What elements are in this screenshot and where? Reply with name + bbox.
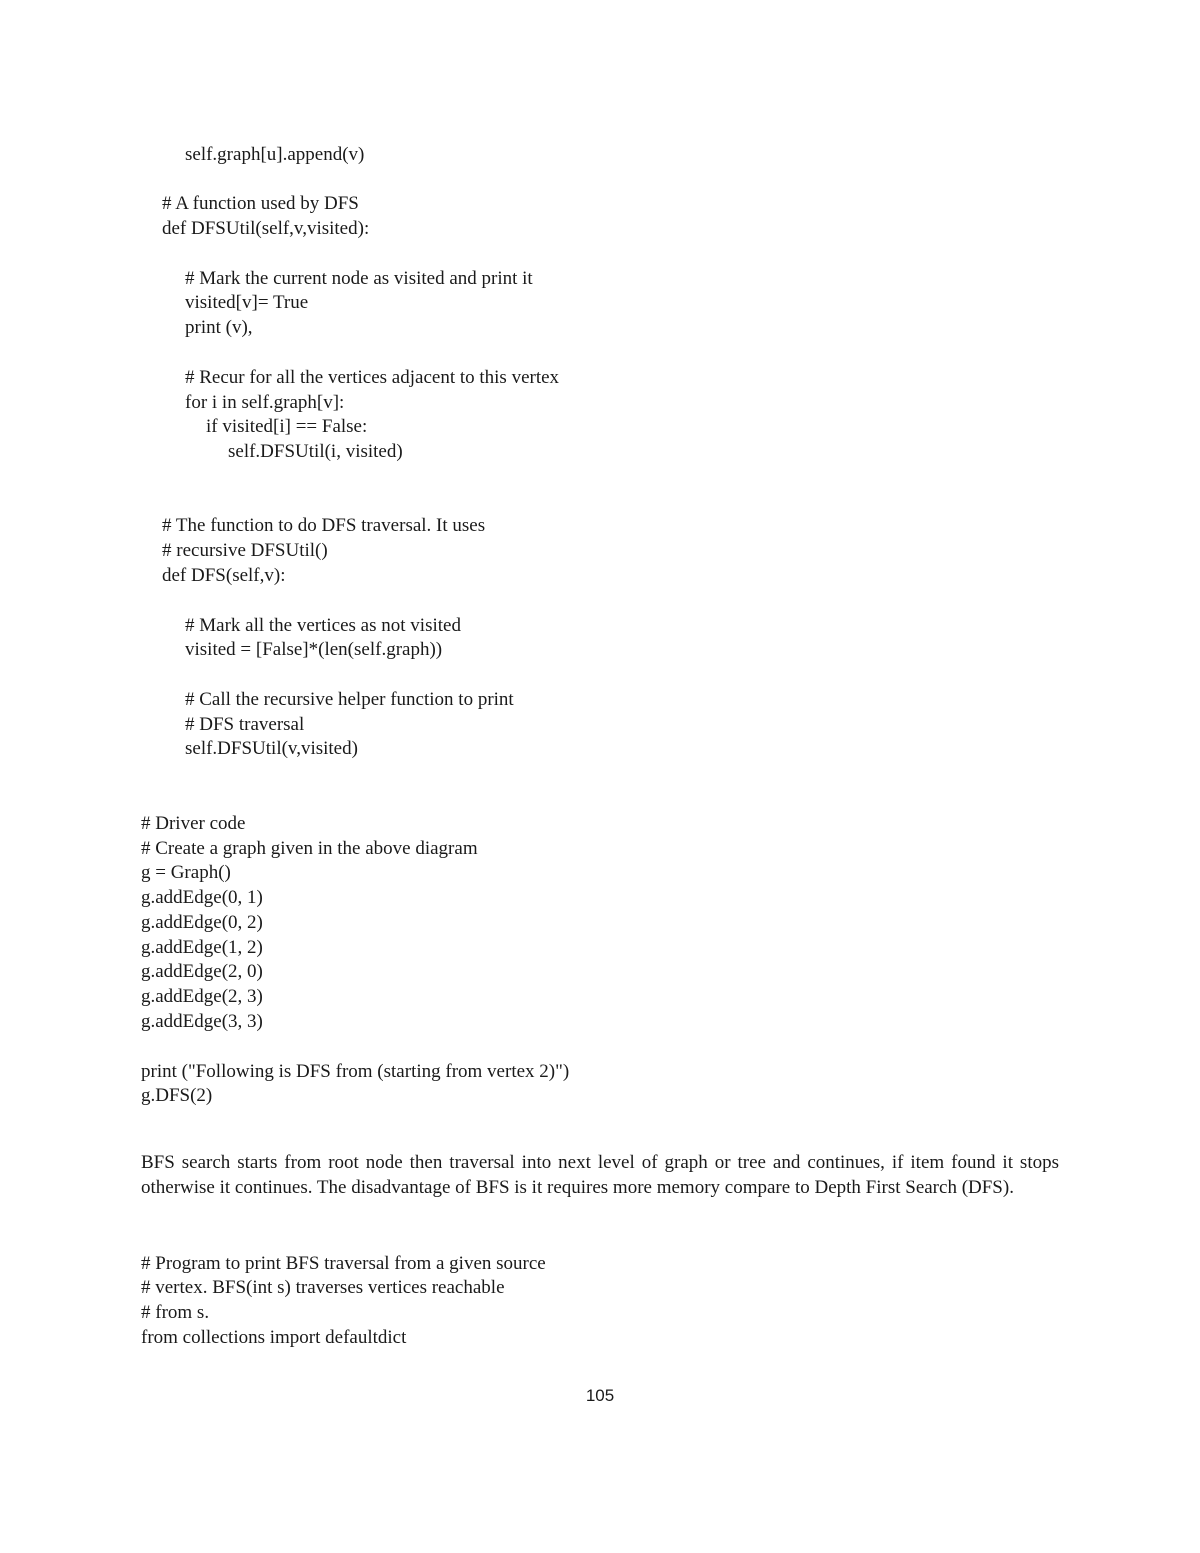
- code-comment: # Call the recursive helper function to print: [185, 689, 514, 710]
- code-line: g.addEdge(1, 2): [141, 937, 263, 958]
- code-comment: # Program to print BFS traversal from a given source: [141, 1253, 546, 1274]
- code-comment: # Create a graph given in the above diagram: [141, 838, 478, 859]
- code-line: print (v),: [185, 317, 253, 338]
- code-line: g.addEdge(2, 0): [141, 961, 263, 982]
- code-line: g.addEdge(3, 3): [141, 1011, 263, 1032]
- code-comment: # Mark the current node as visited and print it: [185, 268, 533, 289]
- code-line: g.addEdge(0, 1): [141, 887, 263, 908]
- code-comment: # recursive DFSUtil(): [162, 540, 328, 561]
- code-line: visited = [False]*(len(self.graph)): [185, 639, 443, 660]
- code-comment: # DFS traversal: [185, 714, 305, 735]
- code-comment: # Recur for all the vertices adjacent to this vertex: [185, 367, 560, 388]
- code-line: self.DFSUtil(i, visited): [228, 441, 403, 462]
- code-comment: # A function used by DFS: [162, 193, 359, 214]
- code-line: g.addEdge(2, 3): [141, 986, 263, 1007]
- code-comment: # vertex. BFS(int s) traverses vertices reachable: [141, 1277, 505, 1298]
- code-line: g.addEdge(0, 2): [141, 912, 263, 933]
- code-line: from collections import defaultdict: [141, 1327, 407, 1348]
- code-line: visited[v]= True: [185, 292, 309, 313]
- code-comment: # from s.: [141, 1302, 210, 1323]
- code-line: self.graph[u].append(v): [185, 144, 365, 165]
- code-line: def DFS(self,v):: [162, 565, 286, 586]
- code-comment: # Mark all the vertices as not visited: [185, 615, 461, 636]
- code-line: self.DFSUtil(v,visited): [185, 738, 358, 759]
- code-line: for i in self.graph[v]:: [185, 392, 345, 413]
- code-comment: # The function to do DFS traversal. It uses: [162, 515, 486, 536]
- code-comment: # Driver code: [141, 813, 246, 834]
- code-line: g = Graph(): [141, 862, 231, 883]
- page-number: 105: [585, 1386, 615, 1405]
- code-line: print ("Following is DFS from (starting from vertex 2)"): [141, 1061, 570, 1082]
- code-line: g.DFS(2): [141, 1085, 213, 1106]
- code-line: def DFSUtil(self,v,visited):: [162, 218, 370, 239]
- body-paragraph: BFS search starts from root node then traversal into next level of graph or tree and continues, if item found it stops otherwise it continues. The disadvantage of BFS is it requires more memory compare to Depth First Search (DFS).: [141, 1152, 1059, 1198]
- code-line: if visited[i] == False:: [206, 416, 368, 437]
